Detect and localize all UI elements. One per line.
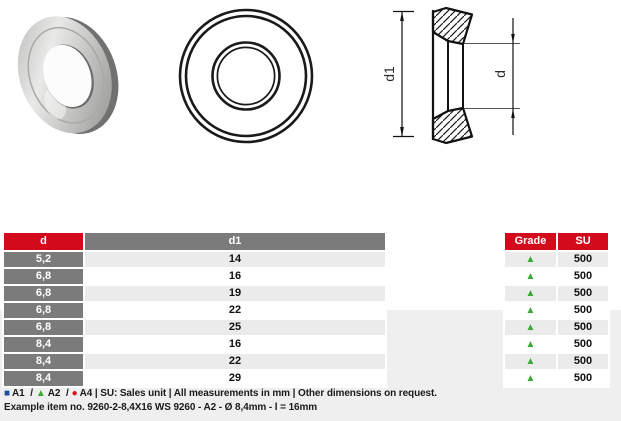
dimensions-table-row xyxy=(4,354,385,369)
column-header-su: SU xyxy=(558,233,608,250)
grade-value-cell xyxy=(505,286,556,301)
d1-value-cell: 22 xyxy=(85,354,385,369)
dimensions-table-row xyxy=(4,286,385,301)
su-value-cell: 500 xyxy=(558,269,608,284)
grade-triangle-icon: ▲ xyxy=(525,305,536,316)
d1-value-cell: 29 xyxy=(85,371,385,386)
su-value-cell: 500 xyxy=(558,252,608,267)
d-value-cell: 6,8 xyxy=(4,269,83,284)
legend-notes: | SU: Sales unit | All measurements in mm | Other dimensions on request. xyxy=(94,388,437,399)
su-value-cell: 500 xyxy=(558,320,608,335)
d-arrowhead-bottom xyxy=(511,109,515,119)
grade-value-cell xyxy=(505,320,556,335)
dimensions-table-row xyxy=(4,269,385,284)
grade-a1-square-icon: ■ xyxy=(4,388,10,399)
section-top-hatched-slab xyxy=(433,8,472,44)
grade-triangle-icon: ▲ xyxy=(525,254,536,265)
legend-separator: / xyxy=(30,388,33,399)
column-header-grade: Grade xyxy=(505,233,556,250)
dimensions-table-row xyxy=(4,252,385,267)
d-value-cell: 8,4 xyxy=(4,354,83,369)
grade-triangle-icon: ▲ xyxy=(525,339,536,350)
d-value-cell: 5,2 xyxy=(4,252,83,267)
grade-su-table-row xyxy=(505,286,608,301)
column-header-d1: d1 xyxy=(85,233,385,250)
legend-grades xyxy=(4,388,95,399)
grade-value-cell xyxy=(505,252,556,267)
grade-su-table-row xyxy=(505,354,608,369)
su-value-cell: 500 xyxy=(558,371,608,386)
grade-triangle-icon: ▲ xyxy=(525,288,536,299)
dimensions-table-row xyxy=(4,337,385,352)
footer xyxy=(4,387,614,415)
d-arrowhead-top xyxy=(511,34,515,44)
d1-arrowhead-bottom xyxy=(400,127,404,137)
grade-su-table-row xyxy=(505,252,608,267)
washer-product-photo xyxy=(10,4,125,146)
grade-triangle-icon: ▲ xyxy=(525,373,536,384)
legend-line xyxy=(4,387,614,401)
grade-a4-label: A4 xyxy=(79,388,95,399)
grade-su-table xyxy=(503,231,610,388)
d-value-cell: 8,4 xyxy=(4,371,83,386)
grade-triangle-icon: ▲ xyxy=(525,322,536,333)
grade-su-table-row xyxy=(505,269,608,284)
dimensions-rows xyxy=(4,252,385,386)
su-value-cell: 500 xyxy=(558,286,608,301)
su-value-cell: 500 xyxy=(558,303,608,318)
d-value-cell: 6,8 xyxy=(4,286,83,301)
dimensions-table-row xyxy=(4,320,385,335)
legend-separator: / xyxy=(65,388,69,399)
grade-value-cell xyxy=(505,303,556,318)
d-value-cell: 6,8 xyxy=(4,320,83,335)
grade-value-cell xyxy=(505,371,556,386)
grade-value-cell xyxy=(505,269,556,284)
d1-value-cell: 25 xyxy=(85,320,385,335)
example-item-line: Example item no. 9260-2-8,4X16 WS 9260 - A2 - Ø 8,4mm - l = 16mm xyxy=(4,402,318,413)
front-view-circles xyxy=(180,10,312,142)
d1-value-cell: 16 xyxy=(85,269,385,284)
d1-value-cell: 19 xyxy=(85,286,385,301)
dimensions-table-row xyxy=(4,371,385,386)
d1-arrowhead-top xyxy=(400,12,404,22)
washer-photo-rendering xyxy=(10,4,125,146)
grade-value-cell xyxy=(505,337,556,352)
grade-value-cell xyxy=(505,354,556,369)
dimensions-table-row xyxy=(4,303,385,318)
d1-value-cell: 16 xyxy=(85,337,385,352)
grade-su-table-row xyxy=(505,337,608,352)
washer-section-drawing xyxy=(380,2,530,152)
outer-inner-edge-circle xyxy=(186,16,306,136)
grade-su-table-row xyxy=(505,303,608,318)
grade-triangle-icon: ▲ xyxy=(525,271,536,282)
grade-a1-label: A1 xyxy=(11,388,28,399)
d-value-cell: 8,4 xyxy=(4,337,83,352)
section-bottom-hatched-slab xyxy=(433,108,472,143)
grade-a2-label: A2 xyxy=(47,388,63,399)
grade-su-table-row xyxy=(505,371,608,386)
grade-triangle-icon: ▲ xyxy=(525,356,536,367)
grade-su-rows xyxy=(505,252,608,386)
su-value-cell: 500 xyxy=(558,337,608,352)
bore-circle xyxy=(213,43,280,110)
d-value-cell: 6,8 xyxy=(4,303,83,318)
dimensions-table xyxy=(2,231,387,388)
d1-value-cell: 22 xyxy=(85,303,385,318)
grade-a2-triangle-icon: ▲ xyxy=(35,388,46,399)
washer-front-view-drawing xyxy=(176,4,316,148)
dimension-label-d1: d1 xyxy=(381,66,397,82)
d1-value-cell: 14 xyxy=(85,252,385,267)
su-value-cell: 500 xyxy=(558,354,608,369)
grade-a4-circle-icon: ● xyxy=(71,388,78,399)
section-body xyxy=(433,8,472,143)
bore-inner-edge-circle xyxy=(217,47,274,104)
column-header-d: d xyxy=(4,233,83,250)
outer-diameter-circle xyxy=(180,10,312,142)
dimension-label-d: d xyxy=(492,70,508,78)
grade-su-table-row xyxy=(505,320,608,335)
